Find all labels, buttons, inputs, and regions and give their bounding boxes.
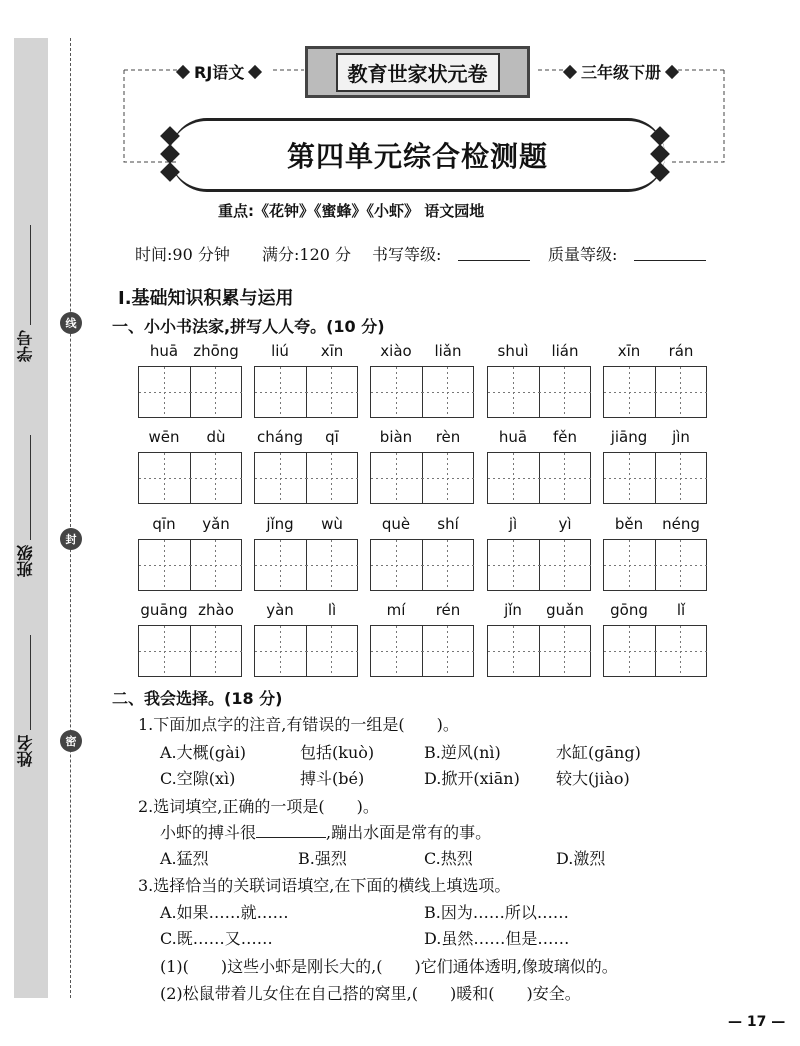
q2-1-option-c2: 搏斗(bé) (300, 769, 365, 788)
writing-grade-label: 书写等级: (372, 245, 442, 264)
writing-cell[interactable] (488, 367, 540, 417)
writing-grade-blank[interactable] (458, 260, 530, 261)
title-box (170, 118, 665, 192)
pinyin-syllable: liú (271, 342, 289, 360)
writing-cell[interactable] (539, 540, 591, 590)
writing-box[interactable] (487, 366, 591, 418)
writing-box[interactable] (487, 539, 591, 591)
subject-tag: RJ语文 (178, 60, 260, 83)
pinyin-syllable: wēn (148, 428, 180, 446)
q2-1-option-a2: 包括(kuò) (300, 743, 375, 762)
pinyin-syllable: lián (551, 342, 579, 360)
writing-cell[interactable] (190, 540, 242, 590)
writing-box[interactable] (138, 625, 242, 677)
writing-cell[interactable] (139, 367, 191, 417)
pinyin-syllable: huā (149, 342, 179, 360)
q2-2-option-b[interactable]: B.强烈 (298, 849, 347, 868)
writing-cell[interactable] (488, 453, 540, 503)
writing-box[interactable] (254, 625, 358, 677)
writing-cell[interactable] (306, 367, 358, 417)
pinyin-syllable: lǐ (676, 601, 686, 619)
q2-1-option-b2: 水缸(gāng) (556, 743, 641, 762)
writing-cell[interactable] (604, 367, 656, 417)
quality-grade-label: 质量等级: (548, 245, 618, 264)
q2-2-option-d[interactable]: D.激烈 (556, 849, 606, 868)
pinyin-syllable: jì (508, 515, 518, 533)
pinyin-syllable: shí (437, 515, 459, 533)
writing-cell[interactable] (655, 540, 707, 590)
writing-box[interactable] (138, 366, 242, 418)
pinyin-syllable: jǐn (504, 601, 522, 619)
pinyin-syllable: jiāng (610, 428, 648, 446)
writing-cell[interactable] (255, 367, 307, 417)
focus-line: 重点:《花钟》《蜜蜂》《小虾》 语文园地 (218, 202, 485, 220)
pinyin-syllable: dù (206, 428, 226, 446)
writing-cell[interactable] (306, 453, 358, 503)
writing-cell[interactable] (488, 540, 540, 590)
writing-cell[interactable] (604, 453, 656, 503)
q2-2-option-c[interactable]: C.热烈 (424, 849, 473, 868)
q2-3-option-c[interactable]: C.既……又…… (160, 929, 273, 948)
pinyin-syllable: guǎn (546, 601, 584, 619)
series-title: 教育世家状元卷 (336, 53, 500, 92)
name-label: 姓名 (16, 735, 35, 767)
writing-cell[interactable] (539, 453, 591, 503)
pinyin-syllable: qīn (152, 515, 176, 533)
class-label: 班级 (16, 545, 35, 577)
writing-box[interactable] (603, 452, 707, 504)
pinyin-syllable: yǎn (202, 515, 230, 533)
quality-grade-blank[interactable] (634, 260, 706, 261)
pinyin-syllable: néng (662, 515, 700, 533)
writing-box[interactable] (603, 539, 707, 591)
pinyin-syllable: zhōng (193, 342, 239, 360)
writing-cell[interactable] (190, 367, 242, 417)
q2-2-stem: 2.选词填空,正确的一项是( )。 (138, 797, 379, 816)
pinyin-syllable: yàn (266, 601, 294, 619)
pinyin-syllable: huā (498, 428, 528, 446)
pinyin-syllable: yì (558, 515, 572, 533)
q2-2-blank[interactable] (256, 837, 326, 838)
writing-cell[interactable] (422, 367, 474, 417)
writing-cell[interactable] (539, 626, 591, 676)
writing-box[interactable] (603, 625, 707, 677)
q2-1-option-b[interactable]: B.逆风(nì) (424, 743, 501, 762)
writing-cell[interactable] (306, 540, 358, 590)
q2-3-option-d[interactable]: D.虽然……但是…… (424, 929, 570, 948)
pinyin-syllable: zhào (198, 601, 234, 619)
writing-box[interactable] (370, 366, 474, 418)
writing-box[interactable] (603, 366, 707, 418)
q2-1-option-a[interactable]: A.大概(gài) (160, 743, 247, 762)
writing-cell[interactable] (371, 367, 423, 417)
writing-cell[interactable] (139, 626, 191, 676)
writing-cell[interactable] (371, 453, 423, 503)
writing-box[interactable] (138, 452, 242, 504)
time-info: 时间:90 分钟 (135, 245, 230, 264)
writing-cell[interactable] (190, 453, 242, 503)
score-info: 满分:120 分 (262, 245, 352, 264)
writing-cell[interactable] (604, 626, 656, 676)
pinyin-syllable: qī (325, 428, 339, 446)
q2-3-option-a[interactable]: A.如果……就…… (160, 903, 289, 922)
writing-cell[interactable] (655, 453, 707, 503)
q2-3-stem: 3.选择恰当的关联词语填空,在下面的横线上填选项。 (138, 876, 511, 895)
page-number: — 17 — (728, 1014, 786, 1030)
q2-1-option-c[interactable]: C.空隙(xì) (160, 769, 236, 788)
binding-margin (14, 38, 48, 998)
pinyin-syllable: jǐng (266, 515, 294, 533)
writing-cell[interactable] (422, 540, 474, 590)
q2-1-option-d2: 较大(jiào) (556, 769, 630, 788)
q2-2-option-a[interactable]: A.猛烈 (160, 849, 209, 868)
q2-3-line-1: (1)( )这些小虾是刚长大的,( )它们通体透明,像玻璃似的。 (160, 957, 618, 976)
pinyin-syllable: xiào (380, 342, 412, 360)
pinyin-syllable: gōng (610, 601, 648, 619)
writing-cell[interactable] (422, 453, 474, 503)
pinyin-syllable: mí (386, 601, 406, 619)
cut-line (70, 38, 71, 998)
pinyin-syllable: lì (327, 601, 337, 619)
pinyin-syllable: xīn (617, 342, 641, 360)
q1-title: 一、小小书法家,拼写人人夸。(10 分) (112, 317, 385, 336)
pinyin-syllable: xīn (320, 342, 344, 360)
writing-box[interactable] (487, 452, 591, 504)
student-id-label: 学号 (16, 330, 35, 362)
pinyin-syllable: biàn (379, 428, 413, 446)
pinyin-syllable: cháng (257, 428, 303, 446)
q2-3-line-2: (2)松鼠带着儿女住在自己搭的窝里,( )暖和( )安全。 (160, 984, 581, 1003)
writing-cell[interactable] (604, 540, 656, 590)
writing-cell[interactable] (655, 367, 707, 417)
pinyin-syllable: jìn (672, 428, 690, 446)
writing-box[interactable] (254, 366, 358, 418)
pinyin-syllable: wù (321, 515, 343, 533)
name-line (30, 635, 31, 730)
writing-cell[interactable] (255, 626, 307, 676)
writing-cell[interactable] (422, 626, 474, 676)
class-line (30, 435, 31, 540)
writing-cell[interactable] (255, 540, 307, 590)
writing-box[interactable] (370, 625, 474, 677)
part-heading: Ⅰ.基础知识积累与运用 (118, 288, 294, 309)
writing-box[interactable] (370, 452, 474, 504)
seal-seal: 封 (60, 528, 82, 550)
pinyin-syllable: shuì (497, 342, 529, 360)
seal-secret: 密 (60, 730, 82, 752)
writing-cell[interactable] (306, 626, 358, 676)
grade-tag: 三年级下册 (565, 60, 677, 83)
page-title: 第四单元综合检测题 (286, 140, 548, 173)
writing-cell[interactable] (539, 367, 591, 417)
writing-cell[interactable] (139, 453, 191, 503)
q2-1-stem: 1.下面加点字的注音,有错误的一组是( )。 (138, 715, 459, 734)
q2-3-option-b[interactable]: B.因为……所以…… (424, 903, 569, 922)
pinyin-syllable: liǎn (434, 342, 462, 360)
writing-cell[interactable] (655, 626, 707, 676)
writing-cell[interactable] (371, 626, 423, 676)
writing-cell[interactable] (488, 626, 540, 676)
series-banner (305, 46, 530, 98)
writing-cell[interactable] (139, 540, 191, 590)
pinyin-syllable: běn (614, 515, 644, 533)
pinyin-syllable: guāng (140, 601, 188, 619)
student-id-line (30, 225, 31, 325)
pinyin-syllable: què (381, 515, 411, 533)
writing-box[interactable] (370, 539, 474, 591)
seal-line: 线 (60, 312, 82, 334)
pinyin-syllable: fěn (552, 428, 578, 446)
q2-1-option-d[interactable]: D.掀开(xiān) (424, 769, 520, 788)
pinyin-syllable: rén (435, 601, 461, 619)
writing-cell[interactable] (371, 540, 423, 590)
q2-title: 二、我会选择。(18 分) (112, 689, 283, 708)
writing-box[interactable] (254, 539, 358, 591)
writing-box[interactable] (138, 539, 242, 591)
pinyin-syllable: rán (668, 342, 694, 360)
writing-cell[interactable] (255, 453, 307, 503)
writing-box[interactable] (254, 452, 358, 504)
writing-cell[interactable] (190, 626, 242, 676)
pinyin-syllable: rèn (435, 428, 461, 446)
q2-2-sentence: 小虾的搏斗很 ,蹦出水面是常有的事。 (160, 823, 492, 842)
writing-box[interactable] (487, 625, 591, 677)
